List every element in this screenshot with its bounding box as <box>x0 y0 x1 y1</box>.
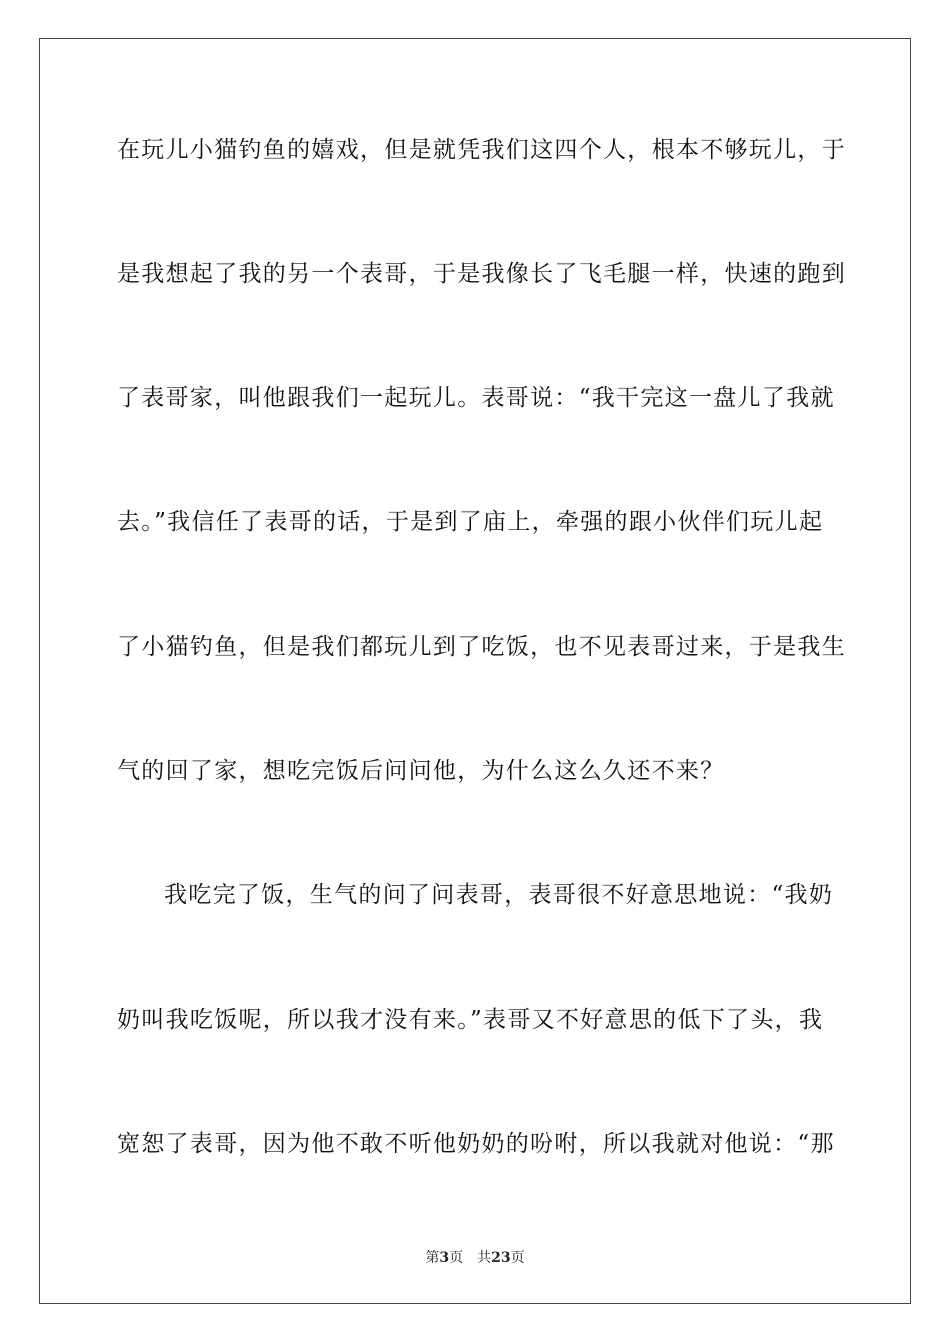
text-line-3: 了表哥家，叫他跟我们一起玩儿。表哥说：“我干完这一盘儿了我就 <box>117 385 835 411</box>
page-suffix: 页 <box>449 1250 464 1266</box>
text-line-8: 奶叫我吃饭呢，所以我才没有来。”表哥又不好意思的低下了头，我 <box>117 1007 824 1033</box>
total-pages: 23 <box>491 1250 511 1266</box>
text-line-6: 气的回了家，想吃完饭后问问他，为什么这么久还不来？ <box>117 758 725 784</box>
text-line-4: 去。”我信任了表哥的话，于是到了庙上，牵强的跟小伙伴们玩儿起 <box>117 509 824 535</box>
text-line-1: 在玩儿小猫钓鱼的嬉戏，但是就凭我们这四个人，根本不够玩儿，于 <box>117 137 846 163</box>
page-border <box>39 38 911 1304</box>
text-line-7: 我吃完了饭，生气的问了问表哥，表哥很不好意思地说：“我奶 <box>164 882 834 908</box>
text-line-9: 宽恕了表哥，因为他不敢不听他奶奶的吩咐，所以我就对他说：“那 <box>117 1131 835 1157</box>
page-number: 3 <box>439 1250 450 1266</box>
page-footer <box>0 1248 950 1268</box>
page-prefix: 第 <box>425 1250 440 1266</box>
total-prefix: 共 <box>477 1250 492 1266</box>
text-line-5: 了小猫钓鱼，但是我们都玩儿到了吃饭，也不见表哥过来，于是我生 <box>117 634 846 660</box>
text-line-2: 是我想起了我的另一个表哥，于是我像长了飞毛腿一样，快速的跑到 <box>117 261 846 287</box>
total-suffix: 页 <box>510 1250 525 1266</box>
